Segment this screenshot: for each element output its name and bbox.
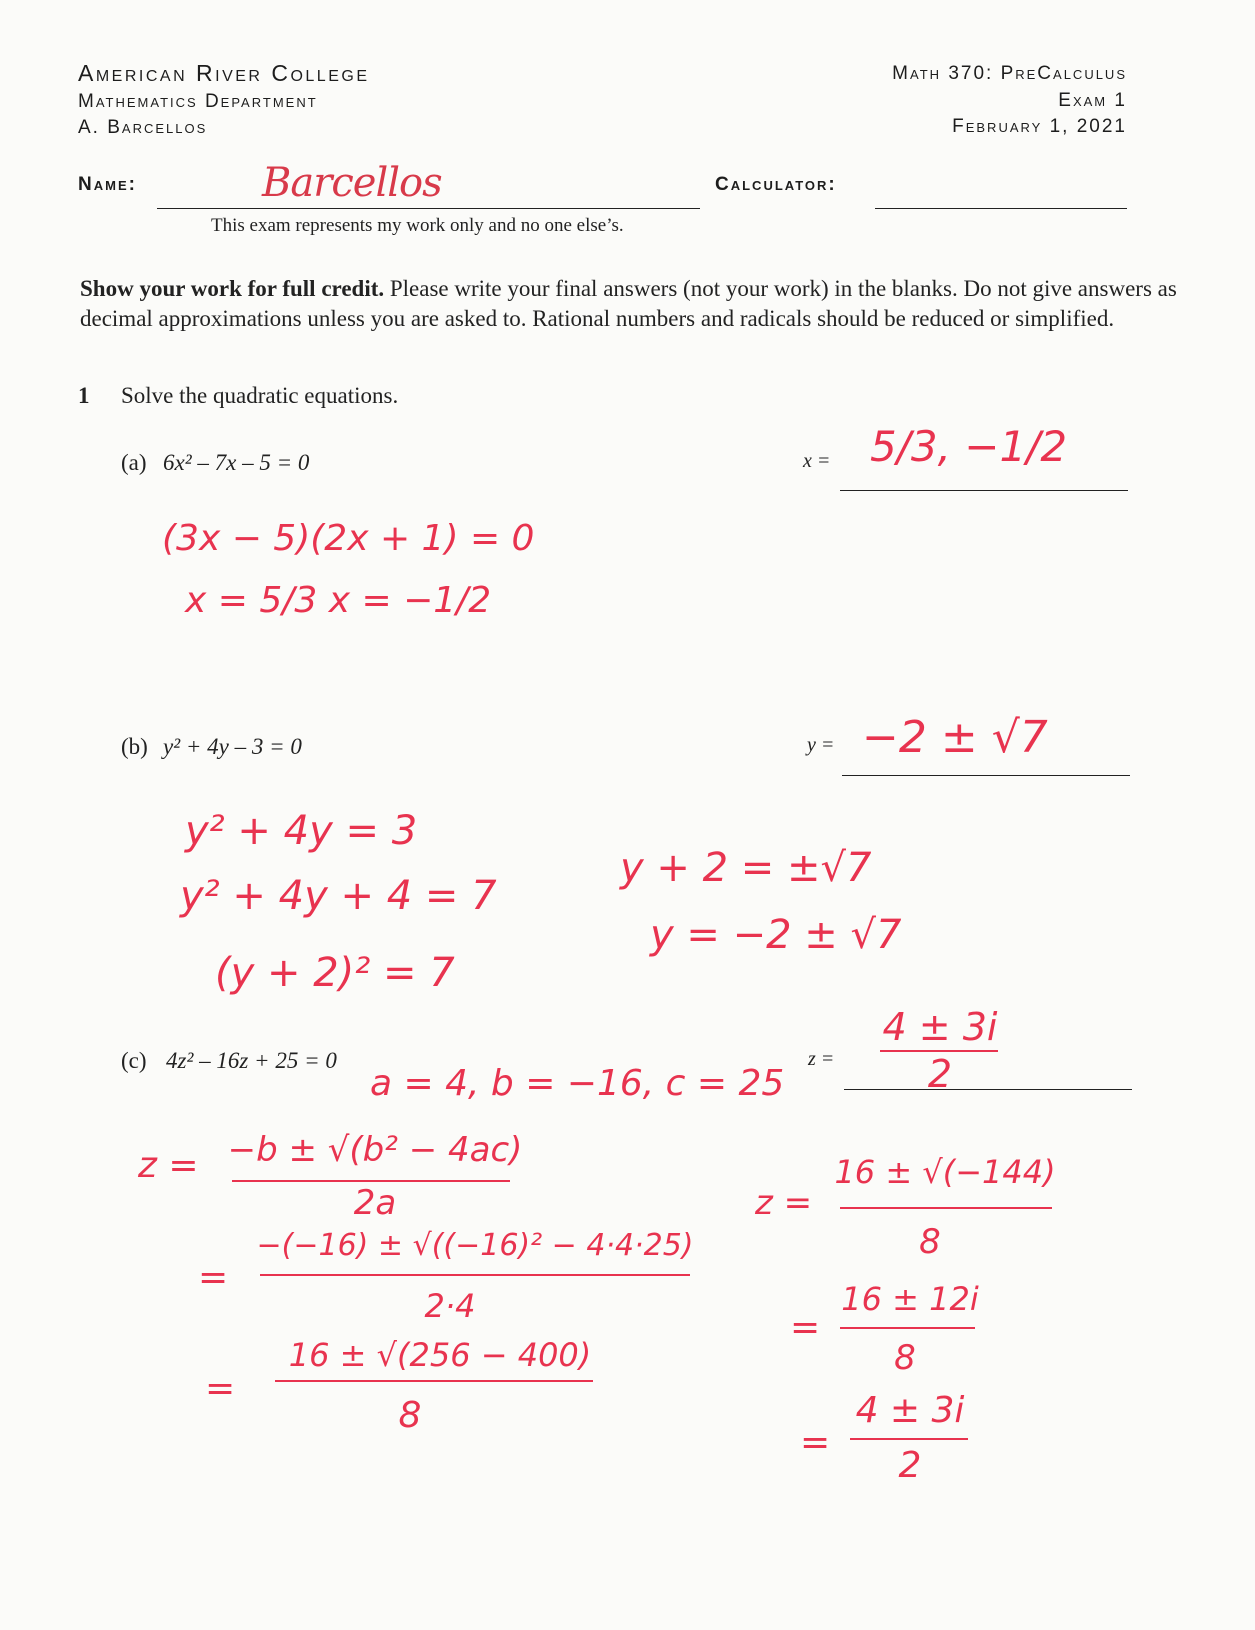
part-c-work-right-3-den: 2 bbox=[898, 1445, 922, 1486]
part-c-work-left-1-prefix: z = bbox=[138, 1145, 199, 1186]
exam-title: Exam 1 bbox=[1058, 90, 1127, 111]
college-name: American River College bbox=[78, 60, 370, 86]
instructions-bold: Show your work for full credit. bbox=[80, 276, 385, 301]
part-c-work-left-2-num: −(−16) ± √((−16)² − 4·4·25) bbox=[256, 1228, 694, 1263]
part-a-answer-var: x = bbox=[803, 450, 831, 472]
calculator-blank[interactable] bbox=[875, 208, 1127, 209]
part-c-work-right-3-num: 4 ± 3i bbox=[855, 1390, 965, 1431]
part-c-work-right-1-prefix: z = bbox=[755, 1183, 813, 1223]
instructions bbox=[80, 274, 1180, 334]
instructions-text: Please write your final answers (not your work) in the blanks. Do not give answers as decimal approximations unless you are asked to. Rational numbers and radicals should be reduced or simplified. bbox=[80, 276, 1177, 331]
part-c-work-right-2-num: 16 ± 12i bbox=[841, 1280, 979, 1318]
part-c-answer-blank[interactable] bbox=[844, 1089, 1132, 1090]
part-b-work-left-1: y² + 4y = 3 bbox=[185, 808, 418, 854]
part-a-answer: 5/3, −1/2 bbox=[870, 422, 1068, 471]
name-blank[interactable] bbox=[157, 208, 700, 209]
part-c-work-left-3-den: 8 bbox=[398, 1395, 422, 1436]
part-b-answer: −2 ± √7 bbox=[862, 712, 1048, 763]
part-c-answer-numerator: 4 ± 3i bbox=[882, 1005, 998, 1049]
department-name: Mathematics Department bbox=[78, 91, 318, 112]
part-c-work-left-1-bar bbox=[232, 1180, 510, 1182]
part-a-work-line-2: x = 5/3 x = −1/2 bbox=[185, 580, 492, 621]
part-c-work-left-2-den: 2·4 bbox=[424, 1287, 476, 1325]
instructor-name: A. Barcellos bbox=[78, 117, 208, 138]
part-c-work-right-2-den: 8 bbox=[894, 1338, 916, 1378]
part-c-work-left-3-bar bbox=[275, 1380, 593, 1382]
part-b-work-left-2: y² + 4y + 4 = 7 bbox=[180, 873, 497, 919]
part-a-answer-blank[interactable] bbox=[840, 490, 1128, 491]
name-label: Name: bbox=[78, 174, 137, 195]
calculator-label: Calculator: bbox=[715, 174, 837, 195]
exam-date: February 1, 2021 bbox=[952, 116, 1127, 137]
part-b-work-right-1: y + 2 = ±√7 bbox=[620, 845, 872, 891]
name-signature: Barcellos bbox=[262, 160, 442, 206]
part-c-work-right-2-prefix: = bbox=[790, 1307, 821, 1348]
part-c-equation: 4z² – 16z + 25 = 0 bbox=[166, 1048, 337, 1073]
part-c-work-left-2-bar bbox=[260, 1274, 690, 1276]
part-c-work-left-1-den: 2a bbox=[353, 1183, 397, 1223]
part-c-work-left-3-num: 16 ± √(256 − 400) bbox=[288, 1336, 592, 1374]
part-c-answer-denominator: 2 bbox=[927, 1052, 953, 1096]
part-c-work-left-1-num: −b ± √(b² − 4ac) bbox=[227, 1130, 523, 1170]
problem-number: 1 bbox=[78, 383, 90, 408]
part-b-work-left-3: (y + 2)² = 7 bbox=[215, 950, 455, 996]
part-c-work-left-3-prefix: = bbox=[205, 1368, 236, 1409]
problem-prompt: Solve the quadratic equations. bbox=[121, 383, 399, 408]
part-b-answer-blank[interactable] bbox=[842, 775, 1130, 776]
part-b-equation: y² + 4y – 3 = 0 bbox=[163, 734, 302, 759]
part-b-label: (b) bbox=[121, 734, 148, 759]
part-c-work-left-2-prefix: = bbox=[198, 1257, 229, 1298]
part-a-label: (a) bbox=[121, 450, 147, 475]
part-a-equation: 6x² – 7x – 5 = 0 bbox=[163, 450, 310, 475]
part-a-work-line-1: (3x − 5)(2x + 1) = 0 bbox=[162, 518, 535, 559]
part-c-coefficients: a = 4, b = −16, c = 25 bbox=[370, 1063, 785, 1104]
course-title: Math 370: PreCalculus bbox=[892, 63, 1127, 84]
part-c-answer-var: z = bbox=[808, 1048, 835, 1070]
part-c-work-right-1-num: 16 ± √(−144) bbox=[834, 1153, 1056, 1191]
part-b-work-right-2: y = −2 ± √7 bbox=[650, 912, 902, 958]
part-c-work-right-1-den: 8 bbox=[919, 1222, 941, 1262]
part-c-work-right-2-bar bbox=[840, 1327, 975, 1329]
honor-pledge: This exam represents my work only and no one else’s. bbox=[211, 215, 624, 236]
part-c-label: (c) bbox=[121, 1048, 147, 1073]
part-b-answer-var: y = bbox=[807, 734, 835, 756]
part-c-work-right-1-bar bbox=[840, 1207, 1052, 1209]
part-c-work-right-3-prefix: = bbox=[800, 1422, 831, 1463]
part-c-work-right-3-bar bbox=[850, 1438, 968, 1440]
